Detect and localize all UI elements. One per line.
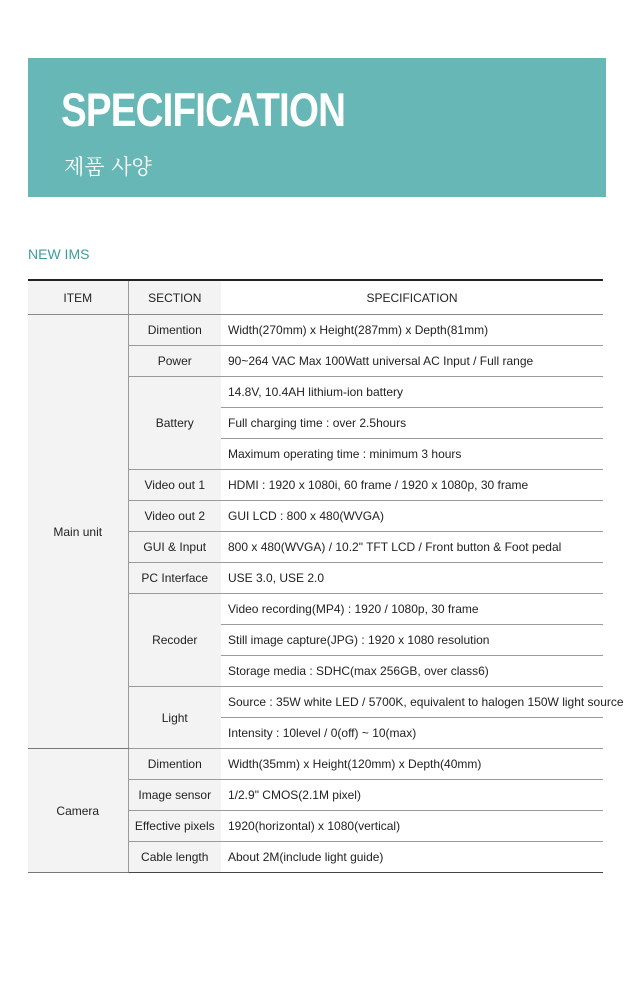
spec-table-header: [28, 280, 603, 315]
header-specification: SPECIFICATION: [221, 280, 603, 315]
specification-cell: USE 3.0, USE 2.0: [221, 563, 603, 594]
title-banner: [28, 58, 606, 197]
header-row: [28, 280, 603, 315]
specification-cell: Storage media : SDHC(max 256GB, over class6): [221, 656, 603, 687]
specification-cell: HDMI : 1920 x 1080i, 60 frame / 1920 x 1080p, 30 frame: [221, 470, 603, 501]
section-cell: Video out 1: [128, 470, 221, 501]
item-cell: Main unit: [28, 315, 128, 749]
header-section: SECTION: [128, 280, 221, 315]
spec-table: [28, 279, 624, 873]
specification-cell: Source : 35W white LED / 5700K, equivalent to halogen 150W light source: [221, 687, 603, 718]
section-cell: Effective pixels: [128, 811, 221, 842]
page-title: SPECIFICATION: [61, 83, 346, 136]
specification-cell: GUI LCD : 800 x 480(WVGA): [221, 501, 603, 532]
spec-table-body: [28, 315, 624, 873]
specification-cell: Maximum operating time : minimum 3 hours: [221, 439, 603, 470]
section-cell: Dimention: [128, 749, 221, 780]
page-subtitle: 제품 사양: [64, 155, 152, 179]
specification-cell: Intensity : 10level / 0(off) ~ 10(max): [221, 718, 603, 749]
section-cell: Dimention: [128, 315, 221, 346]
specification-cell: Full charging time : over 2.5hours: [221, 408, 603, 439]
specification-cell: 1/2.9" CMOS(2.1M pixel): [221, 780, 603, 811]
specification-cell: 1920(horizontal) x 1080(vertical): [221, 811, 603, 842]
section-cell: Recoder: [128, 594, 221, 687]
specification-cell: Video recording(MP4) : 1920 / 1080p, 30 frame: [221, 594, 603, 625]
section-cell: Light: [128, 687, 221, 749]
section-cell: Cable length: [128, 842, 221, 873]
specification-cell: 14.8V, 10.4AH lithium-ion battery: [221, 377, 603, 408]
specification-cell: Width(270mm) x Height(287mm) x Depth(81mm): [221, 315, 603, 346]
specification-cell: Still image capture(JPG) : 1920 x 1080 resolution: [221, 625, 603, 656]
section-cell: Image sensor: [128, 780, 221, 811]
section-label: NEW IMS: [28, 246, 90, 262]
section-cell: Video out 2: [128, 501, 221, 532]
specification-cell: 90~264 VAC Max 100Watt universal AC Input / Full range: [221, 346, 603, 377]
section-cell: GUI & Input: [128, 532, 221, 563]
specification-cell: 800 x 480(WVGA) / 10.2" TFT LCD / Front button & Foot pedal: [221, 532, 603, 563]
section-cell: Battery: [128, 377, 221, 470]
specification-cell: Width(35mm) x Height(120mm) x Depth(40mm): [221, 749, 603, 780]
header-item: ITEM: [28, 280, 128, 315]
table-row: [28, 749, 603, 780]
section-cell: Power: [128, 346, 221, 377]
table-row: [28, 315, 603, 346]
item-cell: Camera: [28, 749, 128, 873]
section-cell: PC Interface: [128, 563, 221, 594]
specification-cell: About 2M(include light guide): [221, 842, 603, 873]
